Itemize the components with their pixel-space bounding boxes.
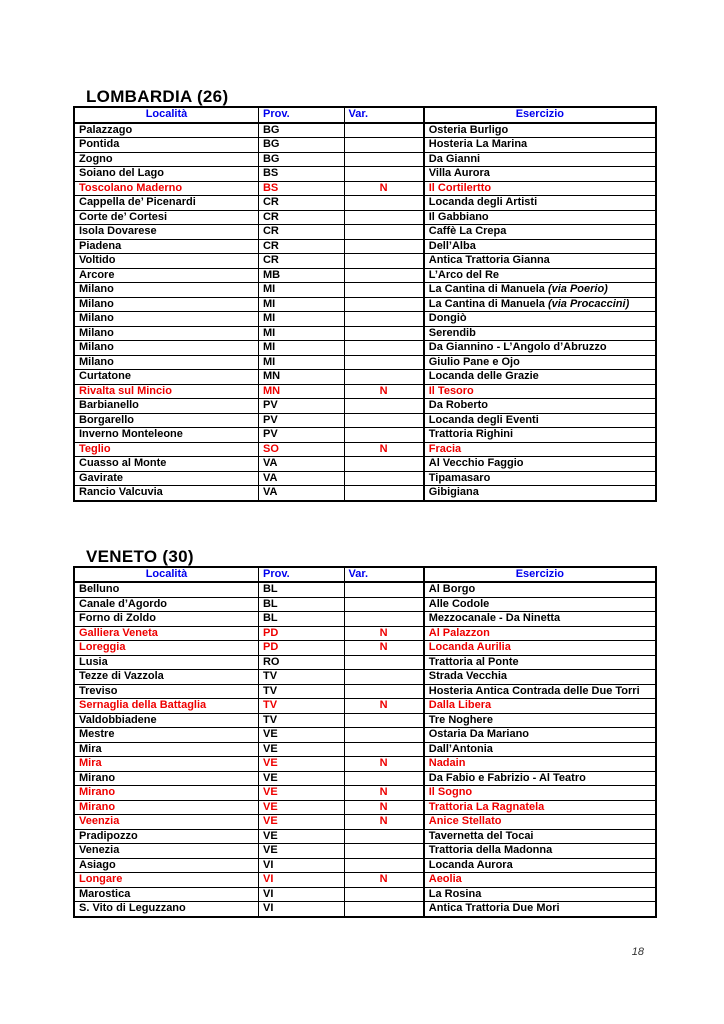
cell-esercizio: Al Vecchio Faggio: [424, 457, 656, 472]
esercizio-address-note: (via Poerio): [547, 283, 608, 295]
cell-esercizio: Nadain: [424, 757, 656, 772]
cell-esercizio: Da Fabio e Fabrizio - Al Teatro: [424, 771, 656, 786]
table-row: [74, 341, 656, 356]
cell-esercizio: Da Roberto: [424, 399, 656, 414]
cell-localita: Galliera Veneta: [74, 626, 258, 641]
cell-esercizio: Tre Noghere: [424, 713, 656, 728]
cell-var: [344, 457, 424, 472]
cell-localita: Mirano: [74, 800, 258, 815]
cell-prov: MI: [258, 341, 344, 356]
cell-localita: Veenzia: [74, 815, 258, 830]
cell-prov: BL: [258, 582, 344, 597]
cell-esercizio: Al Borgo: [424, 582, 656, 597]
table-row: [74, 655, 656, 670]
cell-esercizio: Aeolia: [424, 873, 656, 888]
table-row: [74, 167, 656, 182]
column-header-var: Var.: [344, 107, 424, 123]
cell-prov: VE: [258, 786, 344, 801]
cell-esercizio: Antica Trattoria Gianna: [424, 254, 656, 269]
table-row: [74, 210, 656, 225]
page-number: 18: [631, 946, 644, 958]
cell-var: [344, 684, 424, 699]
cell-prov: VE: [258, 742, 344, 757]
cell-localita: Sernaglia della Battaglia: [74, 699, 258, 714]
cell-localita: Cappella de’ Picenardi: [74, 196, 258, 211]
cell-var: [344, 196, 424, 211]
cell-esercizio: Fracia: [424, 442, 656, 457]
cell-localita: Tezze di Vazzola: [74, 670, 258, 685]
cell-localita: Corte de’ Cortesi: [74, 210, 258, 225]
cell-prov: BL: [258, 597, 344, 612]
cell-prov: PD: [258, 626, 344, 641]
cell-prov: BS: [258, 181, 344, 196]
cell-esercizio: Locanda delle Grazie: [424, 370, 656, 385]
cell-var: [344, 312, 424, 327]
region-title-veneto: VENETO (30): [86, 546, 194, 566]
cell-localita: Lusia: [74, 655, 258, 670]
table-row: [74, 196, 656, 211]
table-row: [74, 152, 656, 167]
cell-esercizio: La Cantina di Manuela (via Procaccini): [424, 297, 656, 312]
table-row: [74, 728, 656, 743]
cell-esercizio: Mezzocanale - Da Ninetta: [424, 612, 656, 627]
cell-esercizio: Caffè La Crepa: [424, 225, 656, 240]
cell-localita: Milano: [74, 355, 258, 370]
cell-var: [344, 887, 424, 902]
cell-prov: VI: [258, 902, 344, 917]
cell-localita: Longare: [74, 873, 258, 888]
table-row: [74, 800, 656, 815]
column-header-var: Var.: [344, 567, 424, 583]
cell-localita: Marostica: [74, 887, 258, 902]
cell-localita: Asiago: [74, 858, 258, 873]
esercizio-address-note: (via Procaccini): [547, 297, 630, 310]
cell-localita: Toscolano Maderno: [74, 181, 258, 196]
cell-esercizio: Strada Vecchia: [424, 670, 656, 685]
table-row: [74, 297, 656, 312]
cell-localita: Inverno Monteleone: [74, 428, 258, 443]
cell-var: [344, 582, 424, 597]
cell-var: [344, 742, 424, 757]
cell-prov: VE: [258, 844, 344, 859]
cell-localita: Curtatone: [74, 370, 258, 385]
cell-localita: Mira: [74, 742, 258, 757]
cell-prov: PV: [258, 413, 344, 428]
cell-localita: Gavirate: [74, 471, 258, 486]
cell-localita: Pradipozzo: [74, 829, 258, 844]
column-header-prov: Prov.: [258, 567, 344, 583]
cell-localita: Loreggia: [74, 641, 258, 656]
cell-prov: TV: [258, 713, 344, 728]
table-row: [74, 225, 656, 240]
table-row: [74, 742, 656, 757]
cell-localita: Zogno: [74, 152, 258, 167]
table-row: [74, 283, 656, 298]
cell-esercizio: Giulio Pane e Ojo: [424, 355, 656, 370]
table-veneto: [73, 566, 657, 918]
cell-esercizio: Locanda degli Artisti: [424, 196, 656, 211]
cell-var: N: [344, 815, 424, 830]
table-row: [74, 457, 656, 472]
table-row: [74, 254, 656, 269]
table-row: [74, 815, 656, 830]
table-row: [74, 471, 656, 486]
cell-prov: VI: [258, 873, 344, 888]
cell-prov: MN: [258, 370, 344, 385]
cell-var: [344, 471, 424, 486]
cell-var: [344, 728, 424, 743]
cell-esercizio: Da Giannino - L’Angolo d’Abruzzo: [424, 341, 656, 356]
cell-localita: Venezia: [74, 844, 258, 859]
cell-esercizio: Anice Stellato: [424, 815, 656, 830]
table-row: [74, 597, 656, 612]
cell-prov: RO: [258, 655, 344, 670]
table-row: [74, 844, 656, 859]
cell-prov: SO: [258, 442, 344, 457]
cell-var: [344, 167, 424, 182]
cell-localita: Isola Dovarese: [74, 225, 258, 240]
cell-localita: Cuasso al Monte: [74, 457, 258, 472]
table-row: [74, 355, 656, 370]
cell-esercizio: Trattoria della Madonna: [424, 844, 656, 859]
cell-esercizio: Locanda Aurora: [424, 858, 656, 873]
table-row: [74, 641, 656, 656]
cell-prov: TV: [258, 699, 344, 714]
table-row: [74, 399, 656, 414]
cell-var: N: [344, 800, 424, 815]
column-header-esercizio: Esercizio: [424, 567, 656, 583]
cell-prov: BG: [258, 123, 344, 138]
cell-var: [344, 428, 424, 443]
cell-prov: BL: [258, 612, 344, 627]
cell-esercizio: Alle Codole: [424, 597, 656, 612]
cell-var: N: [344, 626, 424, 641]
cell-localita: Rancio Valcuvia: [74, 486, 258, 501]
table-row: [74, 181, 656, 196]
cell-localita: Milano: [74, 326, 258, 341]
cell-localita: Forno di Zoldo: [74, 612, 258, 627]
cell-var: [344, 355, 424, 370]
cell-esercizio: Antica Trattoria Due Mori: [424, 902, 656, 917]
table-row: [74, 239, 656, 254]
cell-localita: Mestre: [74, 728, 258, 743]
cell-localita: Barbianello: [74, 399, 258, 414]
cell-esercizio: Al Palazzon: [424, 626, 656, 641]
cell-esercizio: Gibigiana: [424, 486, 656, 501]
cell-prov: VE: [258, 800, 344, 815]
cell-esercizio: Dall’Antonia: [424, 742, 656, 757]
cell-var: [344, 254, 424, 269]
cell-localita: Palazzago: [74, 123, 258, 138]
table-row: [74, 123, 656, 138]
table-row: [74, 312, 656, 327]
cell-prov: VA: [258, 486, 344, 501]
cell-var: [344, 341, 424, 356]
table-row: [74, 873, 656, 888]
table-row: [74, 699, 656, 714]
table-row: [74, 713, 656, 728]
cell-var: [344, 844, 424, 859]
cell-var: [344, 210, 424, 225]
cell-prov: MI: [258, 312, 344, 327]
cell-localita: Milano: [74, 283, 258, 298]
cell-localita: Milano: [74, 297, 258, 312]
cell-esercizio: Il Tesoro: [424, 384, 656, 399]
cell-var: [344, 370, 424, 385]
cell-prov: MI: [258, 283, 344, 298]
cell-localita: Borgarello: [74, 413, 258, 428]
table-row: [74, 902, 656, 917]
cell-esercizio: Dongiò: [424, 312, 656, 327]
table-row: [74, 612, 656, 627]
cell-esercizio: Locanda Aurilia: [424, 641, 656, 656]
column-header-prov: Prov.: [258, 107, 344, 123]
cell-esercizio: Da Gianni: [424, 152, 656, 167]
cell-prov: VE: [258, 757, 344, 772]
cell-var: N: [344, 786, 424, 801]
cell-esercizio: L’Arco del Re: [424, 268, 656, 283]
cell-var: [344, 225, 424, 240]
cell-localita: Mirano: [74, 771, 258, 786]
cell-localita: S. Vito di Leguzzano: [74, 902, 258, 917]
cell-esercizio: Ostaria Da Mariano: [424, 728, 656, 743]
table-row: [74, 757, 656, 772]
column-header-localita: Località: [74, 107, 258, 123]
cell-prov: VA: [258, 471, 344, 486]
cell-esercizio: Il Cortilertto: [424, 181, 656, 196]
table-row: [74, 582, 656, 597]
cell-prov: MB: [258, 268, 344, 283]
cell-var: [344, 152, 424, 167]
cell-prov: VI: [258, 858, 344, 873]
table-row: [74, 413, 656, 428]
region-title-lombardia: LOMBARDIA (26): [86, 87, 229, 106]
cell-esercizio: Villa Aurora: [424, 167, 656, 182]
cell-localita: Milano: [74, 312, 258, 327]
cell-esercizio: La Rosina: [424, 887, 656, 902]
cell-esercizio: La Cantina di Manuela (via Poerio): [424, 283, 656, 298]
cell-esercizio: Il Gabbiano: [424, 210, 656, 225]
table-row: [74, 829, 656, 844]
cell-esercizio: Dell’Alba: [424, 239, 656, 254]
cell-var: [344, 771, 424, 786]
cell-localita: Pontida: [74, 138, 258, 153]
cell-esercizio: Serendib: [424, 326, 656, 341]
cell-prov: PV: [258, 428, 344, 443]
cell-var: [344, 902, 424, 917]
cell-var: N: [344, 442, 424, 457]
cell-var: N: [344, 699, 424, 714]
cell-prov: TV: [258, 684, 344, 699]
cell-prov: BG: [258, 152, 344, 167]
cell-localita: Rivalta sul Mincio: [74, 384, 258, 399]
cell-var: [344, 829, 424, 844]
cell-esercizio: Tipamasaro: [424, 471, 656, 486]
cell-esercizio: Osteria Burligo: [424, 123, 656, 138]
cell-prov: BG: [258, 138, 344, 153]
column-header-localita: Località: [74, 567, 258, 583]
cell-localita: Arcore: [74, 268, 258, 283]
cell-prov: CR: [258, 196, 344, 211]
table-row: [74, 771, 656, 786]
table-row: [74, 370, 656, 385]
cell-localita: Soiano del Lago: [74, 167, 258, 182]
cell-var: [344, 123, 424, 138]
cell-prov: VE: [258, 815, 344, 830]
cell-var: [344, 597, 424, 612]
cell-prov: CR: [258, 254, 344, 269]
cell-var: [344, 268, 424, 283]
cell-localita: Mira: [74, 757, 258, 772]
table-row: [74, 428, 656, 443]
cell-var: N: [344, 181, 424, 196]
table-row: [74, 268, 656, 283]
cell-localita: Milano: [74, 341, 258, 356]
table-row: [74, 442, 656, 457]
cell-localita: Voltido: [74, 254, 258, 269]
column-header-esercizio: Esercizio: [424, 107, 656, 123]
cell-prov: MI: [258, 355, 344, 370]
cell-prov: VE: [258, 829, 344, 844]
cell-esercizio: Trattoria La Ragnatela: [424, 800, 656, 815]
table-row: [74, 626, 656, 641]
table-row: [74, 670, 656, 685]
cell-var: [344, 612, 424, 627]
cell-var: [344, 858, 424, 873]
cell-esercizio: Trattoria al Ponte: [424, 655, 656, 670]
cell-var: N: [344, 757, 424, 772]
cell-localita: Valdobbiadene: [74, 713, 258, 728]
cell-prov: VI: [258, 887, 344, 902]
cell-prov: CR: [258, 225, 344, 240]
cell-var: N: [344, 641, 424, 656]
table-row: [74, 684, 656, 699]
cell-esercizio: Locanda degli Eventi: [424, 413, 656, 428]
cell-var: [344, 713, 424, 728]
cell-esercizio: Tavernetta del Tocai: [424, 829, 656, 844]
cell-localita: Belluno: [74, 582, 258, 597]
table-lombardia: [73, 106, 657, 502]
cell-localita: Canale d’Agordo: [74, 597, 258, 612]
cell-var: [344, 138, 424, 153]
table-row: [74, 887, 656, 902]
cell-localita: Mirano: [74, 786, 258, 801]
cell-prov: VE: [258, 771, 344, 786]
table-row: [74, 786, 656, 801]
table-row: [74, 486, 656, 501]
table-row: [74, 384, 656, 399]
cell-var: N: [344, 384, 424, 399]
cell-localita: Teglio: [74, 442, 258, 457]
cell-var: [344, 326, 424, 341]
cell-prov: TV: [258, 670, 344, 685]
table-row: [74, 858, 656, 873]
cell-prov: MN: [258, 384, 344, 399]
cell-esercizio: Trattoria Righini: [424, 428, 656, 443]
cell-var: [344, 670, 424, 685]
cell-var: [344, 239, 424, 254]
page-content: [73, 88, 657, 918]
cell-var: [344, 283, 424, 298]
table-header-row: [74, 567, 656, 583]
cell-localita: Piadena: [74, 239, 258, 254]
cell-prov: PV: [258, 399, 344, 414]
cell-var: [344, 399, 424, 414]
cell-prov: PD: [258, 641, 344, 656]
cell-prov: CR: [258, 210, 344, 225]
cell-prov: VA: [258, 457, 344, 472]
cell-var: [344, 413, 424, 428]
cell-prov: CR: [258, 239, 344, 254]
cell-prov: MI: [258, 297, 344, 312]
cell-esercizio: Dalla Libera: [424, 699, 656, 714]
cell-esercizio: Hosteria La Marina: [424, 138, 656, 153]
table-row: [74, 138, 656, 153]
cell-var: N: [344, 873, 424, 888]
cell-localita: Treviso: [74, 684, 258, 699]
cell-var: [344, 297, 424, 312]
cell-var: [344, 486, 424, 501]
cell-prov: VE: [258, 728, 344, 743]
cell-prov: BS: [258, 167, 344, 182]
cell-esercizio: Hosteria Antica Contrada delle Due Torri: [424, 684, 656, 699]
cell-var: [344, 655, 424, 670]
table-header-row: [74, 107, 656, 123]
table-row: [74, 326, 656, 341]
cell-prov: MI: [258, 326, 344, 341]
cell-esercizio: Il Sogno: [424, 786, 656, 801]
